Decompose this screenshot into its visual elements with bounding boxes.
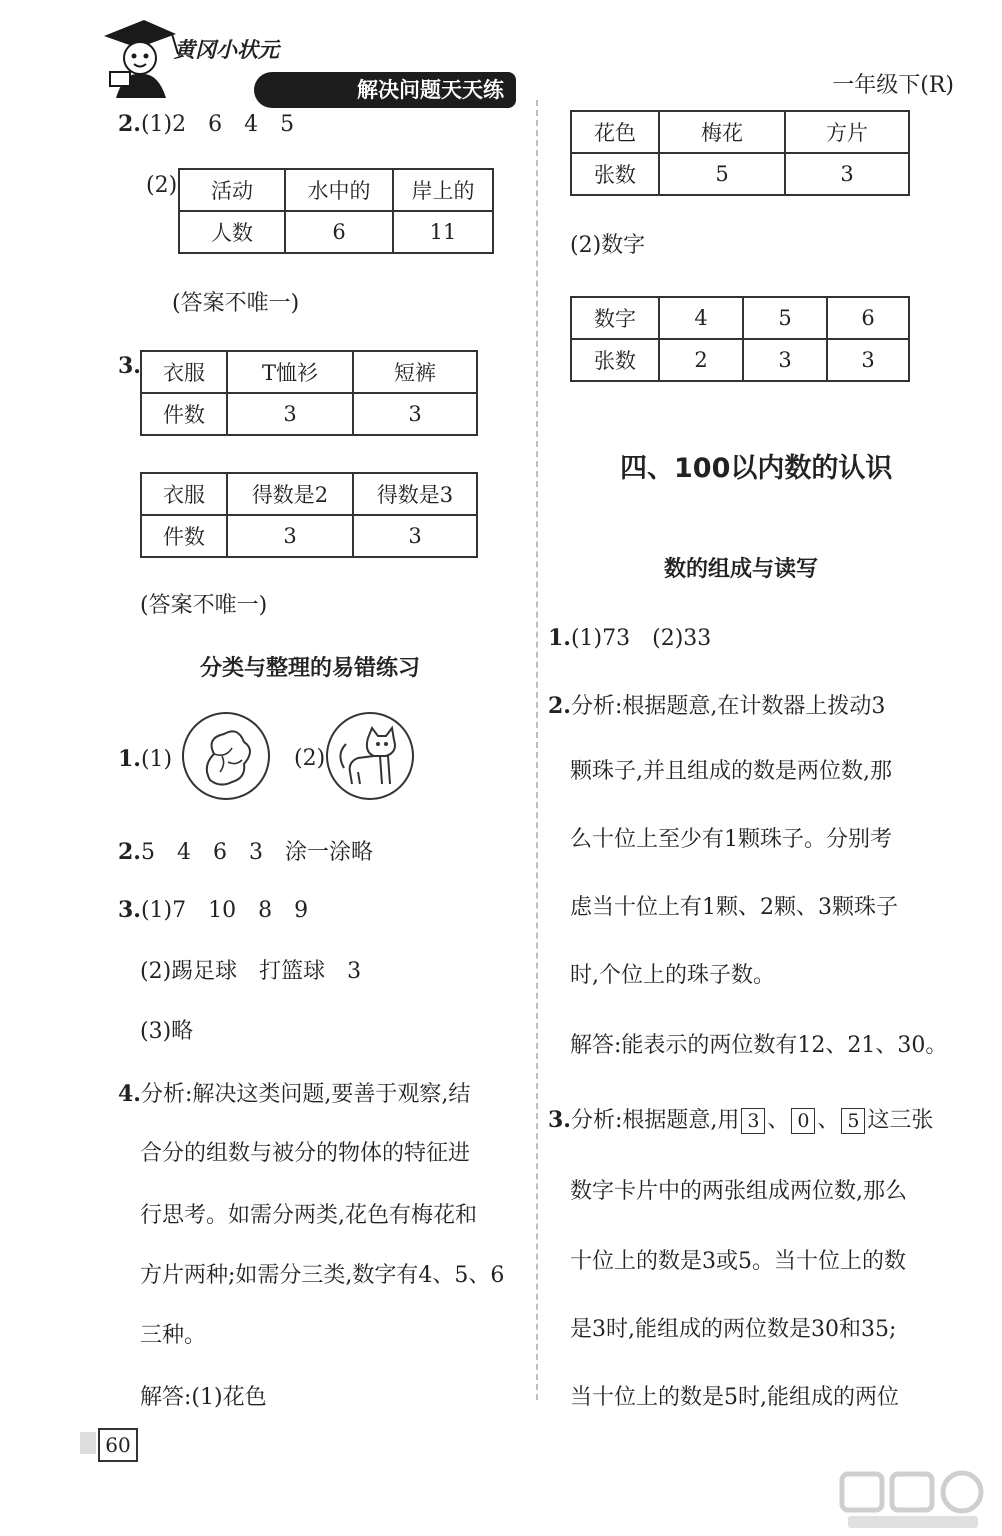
answer-note: (答案不唯一) <box>140 593 268 618</box>
paragraph-line: 数字卡片中的两张组成两位数,那么 <box>570 1179 907 1204</box>
q2-part1: (1)2 6 4 5 <box>140 112 295 137</box>
r-q1-text: (1)73 (2)33 <box>570 626 712 651</box>
question-number: 1. <box>118 746 141 772</box>
paragraph-text: 分析:根据题意,用 <box>570 1108 740 1133</box>
e3-part3: (3)略 <box>140 1019 194 1044</box>
question-number: 3. <box>118 353 141 379</box>
section-title: 分类与整理的易错练习 <box>200 656 421 681</box>
table-row <box>179 211 493 253</box>
paragraph-line: 方片两种;如需分三类,数字有4、5、6 <box>140 1263 505 1288</box>
table-cell: 3 <box>353 515 477 557</box>
e4-line1 <box>118 1080 470 1109</box>
table-cell: 花色 <box>571 111 659 153</box>
table-cell: 6 <box>285 211 393 253</box>
table-cell: 人数 <box>179 211 285 253</box>
e1-part1: (1) <box>140 747 173 772</box>
table-cell: 件数 <box>141 393 227 435</box>
table-cell: 得数是2 <box>227 473 353 515</box>
paragraph-line: 虑当十位上有1颗、2颗、3颗珠子 <box>570 895 898 920</box>
paragraph-line: 十位上的数是3或5。当十位上的数 <box>570 1249 906 1274</box>
table-cell: 3 <box>353 393 477 435</box>
table-cell: 5 <box>743 297 827 339</box>
table-cell: 6 <box>827 297 909 339</box>
table-cell: 衣服 <box>141 473 227 515</box>
scholar-mascot-icon <box>96 14 186 100</box>
paragraph-line: 当十位上的数是5时,能组成的两位 <box>570 1385 899 1410</box>
table-row <box>571 111 909 153</box>
table-row <box>141 473 477 515</box>
digit-card: 0 <box>791 1108 815 1134</box>
activity-table <box>178 168 494 254</box>
part2-label: (2)数字 <box>570 233 646 258</box>
table-cell: 5 <box>659 153 785 195</box>
page-number: 60 <box>98 1428 138 1462</box>
table-cell: 岸上的 <box>393 169 493 211</box>
separator: 、 <box>767 1108 790 1133</box>
paragraph-line: 颗珠子,并且组成的数是两位数,那 <box>570 759 892 784</box>
table-cell: 3 <box>785 153 909 195</box>
digit-card: 3 <box>741 1108 765 1134</box>
question-number: 2. <box>118 111 141 137</box>
table-cell: 2 <box>659 339 743 381</box>
table-cell: 短裤 <box>353 351 477 393</box>
q2-part2-label: (2) <box>146 173 178 198</box>
table-row <box>571 297 909 339</box>
question-number: 2. <box>548 693 571 719</box>
table-cell: T恤衫 <box>227 351 353 393</box>
suit-table <box>570 110 910 196</box>
table-row <box>141 351 477 393</box>
table-cell: 梅花 <box>659 111 785 153</box>
grade-label: 一年级下(R) <box>832 73 954 98</box>
e2-line <box>118 838 373 867</box>
paragraph-line: 分析:根据题意,在计数器上拨动3 <box>570 694 886 719</box>
column-divider <box>536 100 538 1400</box>
chapter-title: 四、100以内数的认识 <box>620 453 893 484</box>
paragraph-line: 么十位上至少有1颗珠子。分别考 <box>570 827 892 852</box>
question-number: 1. <box>548 625 571 651</box>
question-number: 3. <box>548 1107 571 1133</box>
table-cell: 4 <box>659 297 743 339</box>
r-q3-line1 <box>548 1106 933 1135</box>
clothes-table-2 <box>140 472 478 558</box>
paragraph-text: 这三张 <box>867 1108 934 1133</box>
table-row <box>179 169 493 211</box>
table-cell: 得数是3 <box>353 473 477 515</box>
e1-part2: (2) <box>294 746 326 771</box>
e3-line1 <box>118 896 308 925</box>
answer-line: 解答:(1)花色 <box>140 1385 267 1410</box>
watermark-logo <box>838 1470 988 1532</box>
paragraph-line: 时,个位上的珠子数。 <box>570 963 775 988</box>
digit-table <box>570 296 910 382</box>
series-title: 解决问题天天练 <box>254 72 516 108</box>
question-number: 3. <box>118 897 141 923</box>
question-number: 4. <box>118 1081 141 1107</box>
table-row <box>571 339 909 381</box>
r-q2-line1 <box>548 692 885 721</box>
e3-part1: (1)7 10 8 9 <box>140 898 309 923</box>
table-cell: 水中的 <box>285 169 393 211</box>
q2-line <box>118 110 294 139</box>
section-subtitle: 数的组成与读写 <box>664 557 819 582</box>
paragraph-line: 分析:解决这类问题,要善于观察,结 <box>140 1082 471 1107</box>
table-cell: 方片 <box>785 111 909 153</box>
paragraph-line: 是3时,能组成的两位数是30和35; <box>570 1317 897 1342</box>
e2-text: 5 4 6 3 涂一涂略 <box>140 840 373 865</box>
table-cell: 衣服 <box>141 351 227 393</box>
cat-icon <box>326 712 414 800</box>
e3-part2: (2)踢足球 打篮球 3 <box>140 959 362 984</box>
question-number: 2. <box>118 839 141 865</box>
paragraph-line: 行思考。如需分两类,花色有梅花和 <box>140 1203 477 1228</box>
table-row <box>141 515 477 557</box>
answer-line: 解答:能表示的两位数有12、21、30。 <box>570 1033 948 1058</box>
table-cell: 件数 <box>141 515 227 557</box>
digit-card: 5 <box>841 1108 865 1134</box>
paragraph-line: 合分的组数与被分的物体的特征进 <box>140 1141 471 1166</box>
table-cell: 3 <box>227 515 353 557</box>
header-logo <box>96 14 504 102</box>
r-q1-line <box>548 624 711 653</box>
table-cell: 3 <box>827 339 909 381</box>
table-cell: 3 <box>743 339 827 381</box>
answer-note: (答案不唯一) <box>172 291 300 316</box>
table-row <box>141 393 477 435</box>
table-cell: 数字 <box>571 297 659 339</box>
brand-name: 黄冈小状元 <box>174 37 279 62</box>
e1-line <box>118 745 172 774</box>
table-cell: 活动 <box>179 169 285 211</box>
table-cell: 11 <box>393 211 493 253</box>
cabbage-icon <box>182 712 270 800</box>
separator: 、 <box>817 1108 840 1133</box>
table-cell: 张数 <box>571 153 659 195</box>
paragraph-line: 三种。 <box>140 1323 207 1348</box>
clothes-table-1 <box>140 350 478 436</box>
table-cell: 张数 <box>571 339 659 381</box>
page-marker <box>80 1432 96 1454</box>
table-row <box>571 153 909 195</box>
table-cell: 3 <box>227 393 353 435</box>
